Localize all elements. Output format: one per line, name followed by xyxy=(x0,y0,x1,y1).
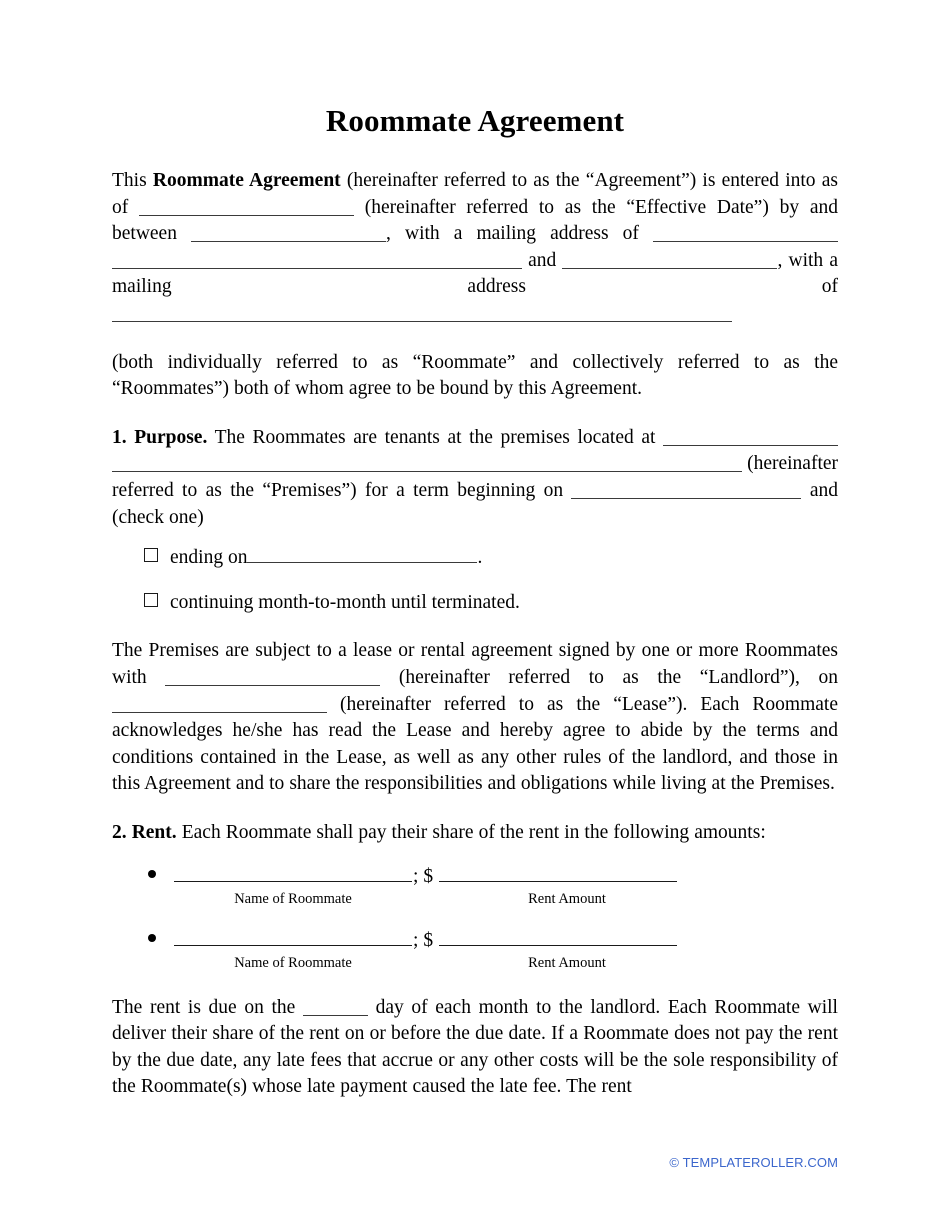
premises-address-blank-part1[interactable] xyxy=(663,430,838,446)
intro-paragraph-continued: (both individually referred to as “Roommate” and collectively referred to as the “Roommates”) both of whom agree to be bound by this Agreement. xyxy=(112,351,838,400)
option-month-to-month-label: continuing month-to-month until terminated. xyxy=(170,591,520,613)
caption-rent-amount-2: Rent Amount xyxy=(528,954,606,971)
rent-amount-blank-1[interactable] xyxy=(439,865,677,882)
section-1-text-2: (hereinafter referred to as the “Premises”) for a term beginning on xyxy=(112,453,839,502)
rent-due-text-2: day of each month to the landlord. Each Roommate will deliver their share of the rent on or before the due date. If a Roommate does not pay the rent by the due date, any late fees that accrue or any other costs will be the sole responsibility of the Roommate(s) whose late payment caused the late fee. The rent xyxy=(112,996,838,1098)
checkbox-icon[interactable] xyxy=(144,548,158,562)
intro-text-1: This xyxy=(112,170,153,192)
premises-address-blank-part2[interactable] xyxy=(112,456,742,472)
page-title: Roommate Agreement xyxy=(325,103,625,138)
intro-text-5: and xyxy=(522,249,563,271)
rent-separator-1: ; xyxy=(413,865,419,887)
caption-spacer xyxy=(148,953,174,973)
option-month-to-month[interactable] xyxy=(112,590,838,617)
lease-text-3: (hereinafter referred to as the “Lease”). Each Roommate acknowledges he/she has read the Lease and hereby agree to abide by the terms and conditions contained in the Lease, as well as any other rules of the landlord, and those in this Agreement and to share the responsibilities and obligations while living at the Premises. xyxy=(112,693,838,795)
intro-bold-agreement: Roommate Agreement xyxy=(152,170,341,192)
lease-paragraph xyxy=(112,638,838,798)
footer-watermark: © TEMPLATEROLLER.COM xyxy=(669,1155,838,1170)
section-2-rent xyxy=(112,820,838,847)
bullet-icon xyxy=(148,870,156,878)
list-item xyxy=(112,865,838,909)
roommate-1-address-blank-part1[interactable] xyxy=(653,226,838,242)
section-1-purpose xyxy=(112,425,838,531)
roommate-1-address-blank-part2[interactable] xyxy=(112,253,522,269)
roommate-name-blank-2[interactable] xyxy=(174,929,412,946)
section-2-heading: 2. Rent. xyxy=(112,821,177,843)
rent-due-day-blank[interactable] xyxy=(303,1000,368,1016)
caption-spacer xyxy=(148,889,174,909)
option-ending-on-label: ending on xyxy=(170,547,248,569)
landlord-name-blank[interactable] xyxy=(165,670,380,686)
rent-due-paragraph xyxy=(112,995,838,1101)
currency-symbol-2: $ xyxy=(423,929,434,951)
roommate-name-blank-1[interactable] xyxy=(174,865,412,882)
term-ending-date-blank[interactable] xyxy=(247,547,477,563)
caption-name-of-roommate-1: Name of Roommate xyxy=(234,890,352,907)
intro-text-3: (hereinafter referred to as the “Effective Date”) by and between xyxy=(112,196,838,245)
section-1-heading: 1. Purpose. xyxy=(112,426,208,448)
rent-entry-row-1 xyxy=(112,865,838,888)
rent-amount-blank-2[interactable] xyxy=(439,929,677,946)
caption-name-of-roommate-2: Name of Roommate xyxy=(234,954,352,971)
intro-paragraph xyxy=(112,168,838,328)
intro-text-6: , with a mailing address of xyxy=(112,249,838,298)
lease-text-2: (hereinafter referred to as the “Landlord”), on xyxy=(380,667,838,688)
option-ending-on-suffix: . xyxy=(477,547,483,569)
roommate-2-address-blank[interactable] xyxy=(112,306,732,322)
roommate-2-name-blank[interactable] xyxy=(562,253,777,269)
roommate-1-name-blank[interactable] xyxy=(191,226,386,242)
rent-amounts-list xyxy=(112,865,838,973)
rent-captions-row-1 xyxy=(112,889,838,909)
section-2-text-1: Each Roommate shall pay their share of the rent in the following amounts: xyxy=(176,821,766,843)
intro-text-4: , with a mailing address of xyxy=(386,223,653,245)
list-item xyxy=(112,929,838,973)
document-content xyxy=(112,104,838,1123)
rent-captions-row-2 xyxy=(112,953,838,973)
term-options-list xyxy=(112,545,838,616)
lease-date-blank[interactable] xyxy=(112,697,327,713)
rent-separator-2: ; xyxy=(413,929,419,951)
checkbox-icon[interactable] xyxy=(144,593,158,607)
section-1-text-3: and (check one) xyxy=(112,480,838,528)
currency-symbol-1: $ xyxy=(423,865,434,887)
option-ending-on[interactable] xyxy=(112,545,838,572)
rent-entry-row-2 xyxy=(112,929,838,952)
lease-text-1: The Premises are subject to a lease or rental agreement signed by one or more Roommates with xyxy=(112,640,838,688)
intro-text-2: (hereinafter referred to as the “Agreement”) is entered into as of xyxy=(112,170,839,218)
effective-date-blank[interactable] xyxy=(139,200,354,216)
section-1-text-1: The Roommates are tenants at the premises located at xyxy=(207,426,663,448)
rent-due-text-1: The rent is due on the xyxy=(112,996,303,1018)
bullet-icon xyxy=(148,934,156,942)
term-beginning-date-blank[interactable] xyxy=(571,483,801,499)
caption-rent-amount-1: Rent Amount xyxy=(528,890,606,907)
